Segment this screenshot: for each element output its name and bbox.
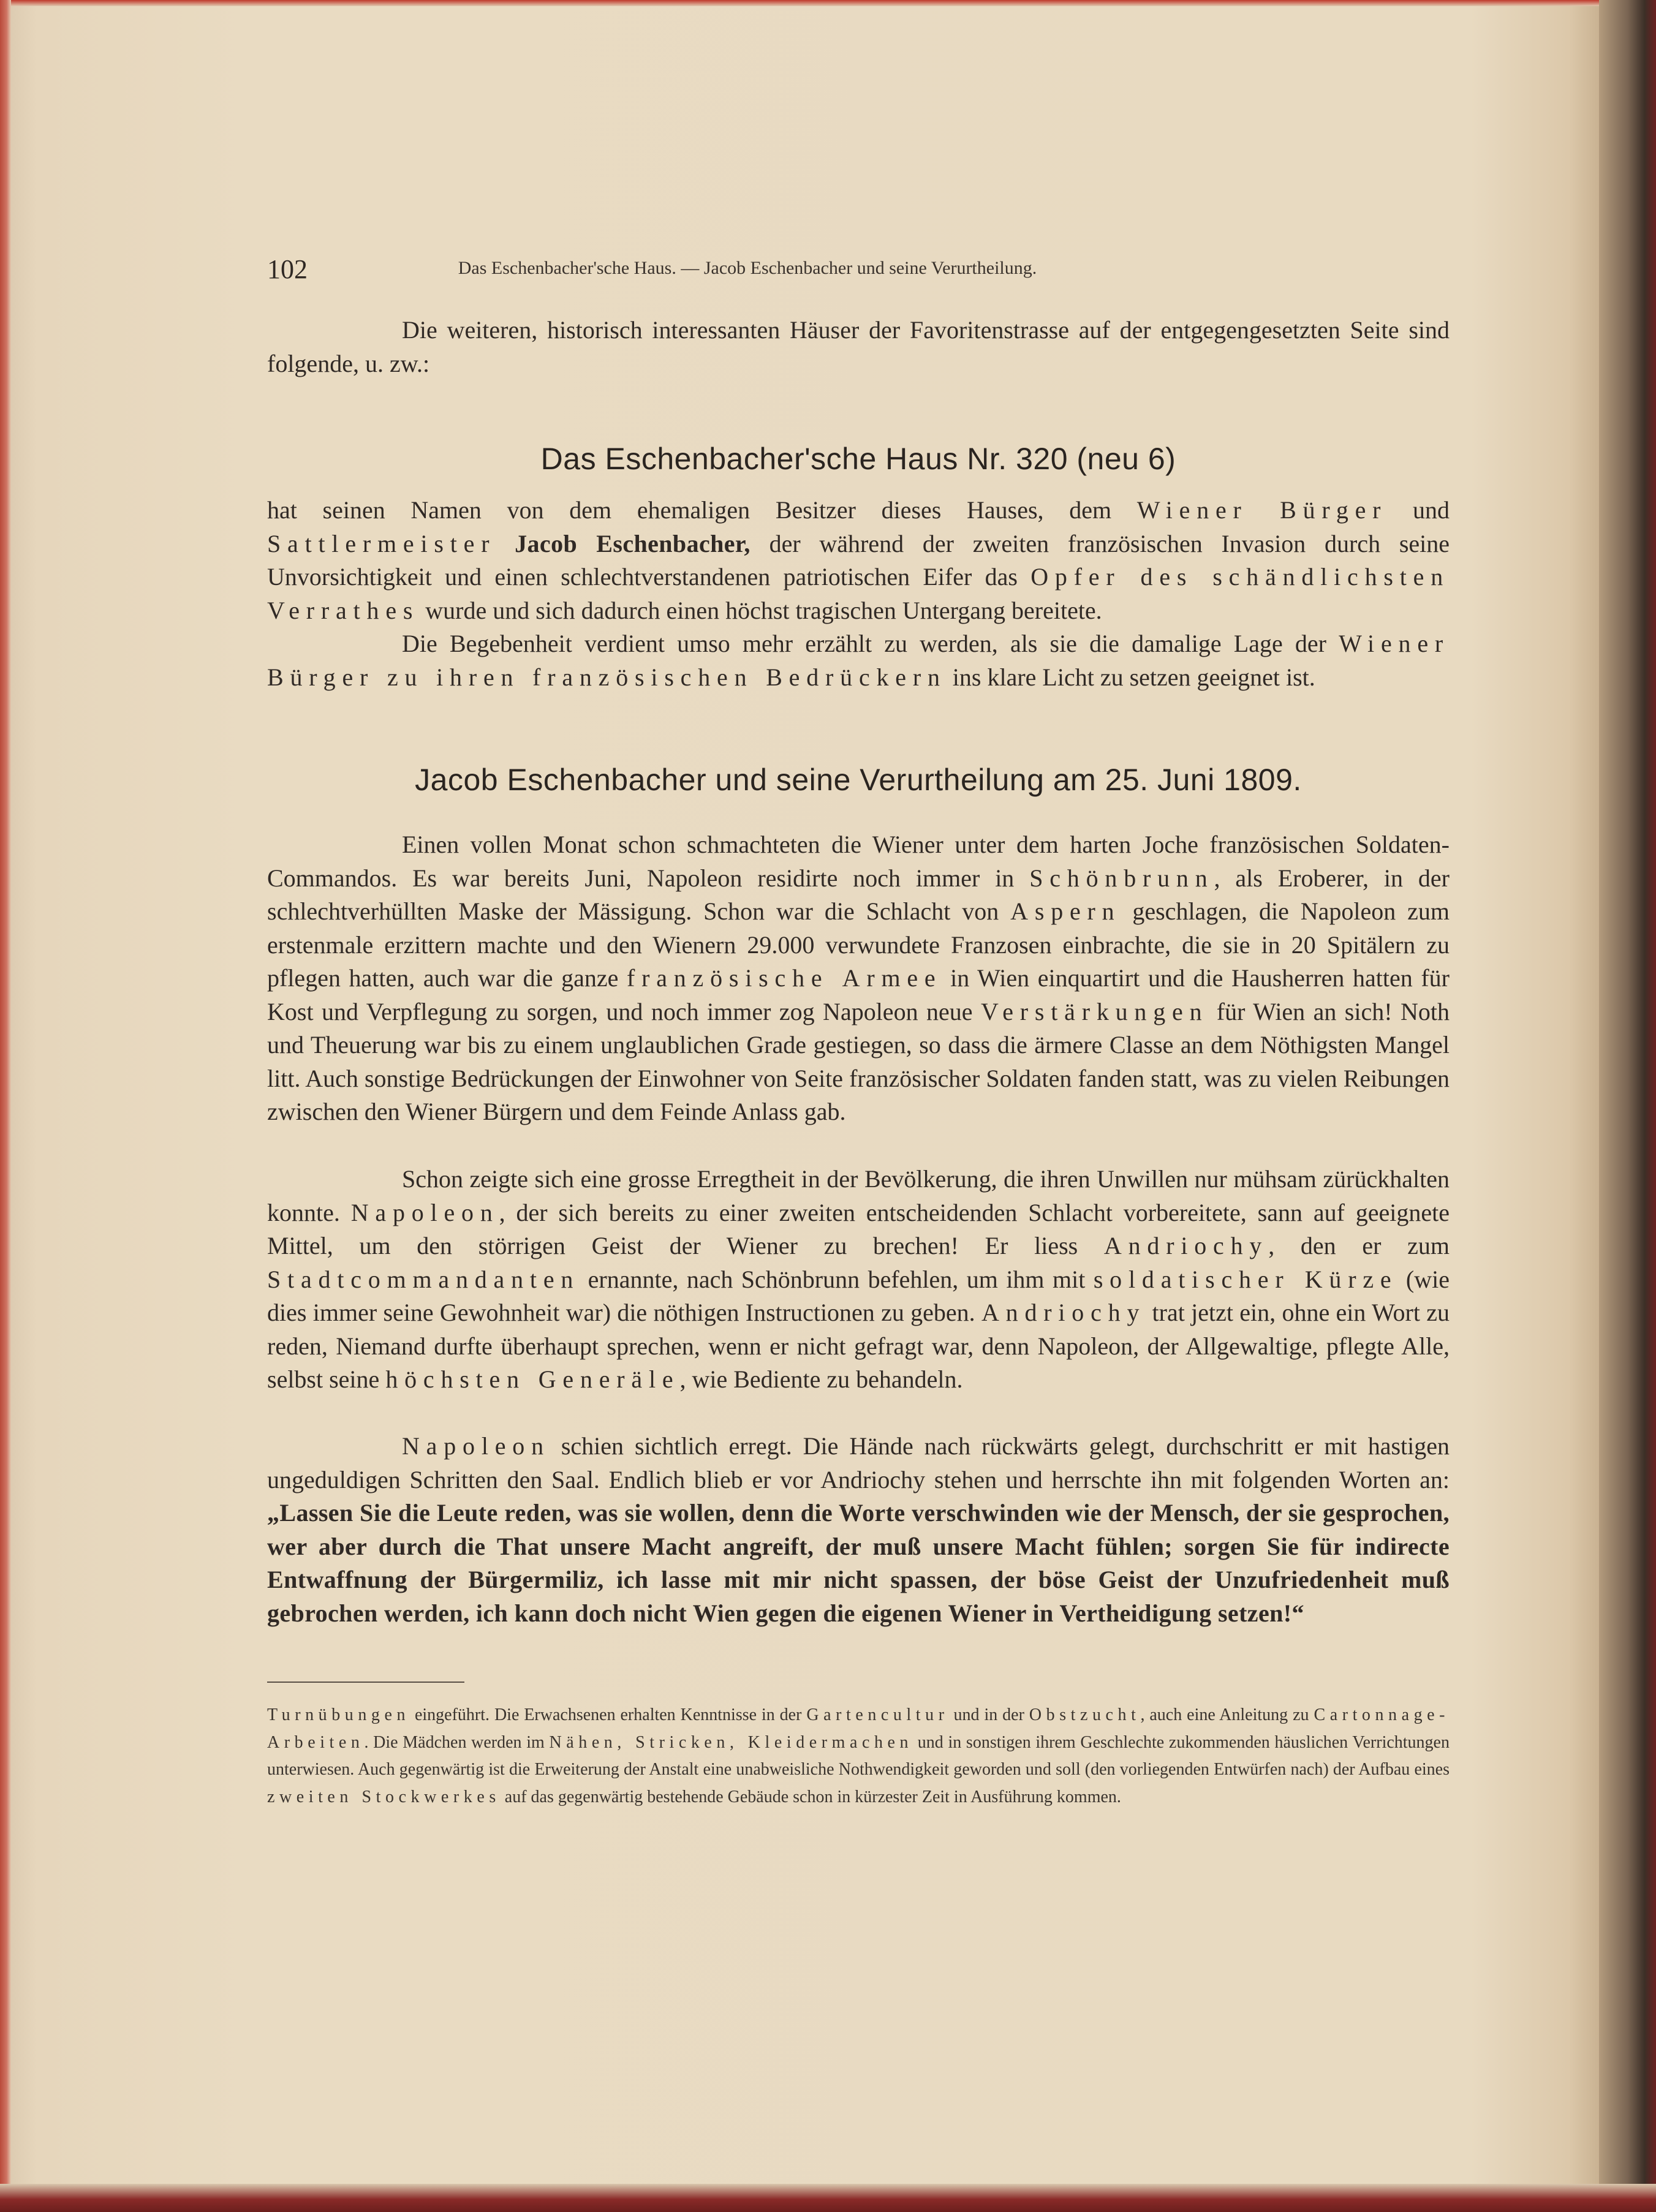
section2-paragraph-1: Einen vollen Monat schon schmachteten die Wiener unter dem harten Joche französischen Soldaten-Commandos. Es war bereits Juni, Napoleon residirte noch immer in Schönbrunn, als Eroberer, in der schlechtverhüllten Maske der Mässigung. Schon war die Schlacht von Aspern geschlagen, die Napoleon zum erstenmale erzittern machte und den Wienern 29.000 verwundete Franzosen einbrachte, die sie in 20 Spitälern zu pflegen hatten, auch war die ganze französische Armee in Wien einquartirt und die Hausherren hatten für Kost und Verpflegung zu sorgen, und noch immer zog Napoleon neue Verstärkungen für Wien an sich! Noth und Theuerung war bis zu einem unglaublichen Grade gestiegen, so dass die ärmere Classe an dem Nöthigsten Mangel litt. Auch sonstige Bedrückungen der Einwohner von Seite französischer Soldaten fanden statt, was zu vielen Reibungen zwischen den Wiener Bürgern und dem Feinde Anlass gab.	[267, 831, 1450, 1125]
section-heading-verurtheilung: Jacob Eschenbacher und seine Verurtheilung am 25. Juni 1809.	[415, 763, 1302, 797]
fraktur-quote: „Lassen Sie die Leute reden, was sie wollen, denn die Worte verschwinden wie der Mensch, der sie gesprochen, wer aber durch die That unsere Macht angreift, der muß unsere Macht fühlen; sorgen Sie für indirecte Entwaffnung der Bürgermiliz, ich lasse mit mir nicht spassen, der böse Geist der Unzufriedenheit muß gebrochen werden, ich kann doch nicht Wien gegen die eigenen Wiener in Vertheidigung setzen!“	[267, 1499, 1450, 1627]
section2-paragraph-2: Schon zeigte sich eine grosse Erregtheit in der Bevölkerung, die ihren Unwillen nur mühsam zürückhalten konnte. Napoleon, der sich bereits zu einer zweiten entscheidenden Schlacht vorbereitete, sann auf geeignete Mittel, um den störrigen Geist der Wiener zu brechen! Er liess Andriochy, den er zum Stadtcommandanten ernannte, nach Schönbrunn befehlen, um ihm mit soldatischer Kürze (wie dies immer seine Gewohnheit war) die nöthigen Instructionen zu geben. Andriochy trat jetzt ein, ohne ein Wort zu reden, Niemand durfte überhaupt sprechen, wenn er nicht gefragt war, denn Napoleon, der Allgewaltige, pflegte Alle, selbst seine höchsten Generäle, wie Bediente zu behandeln.	[267, 1165, 1450, 1393]
bottom-binding-edge	[0, 2184, 1656, 2212]
section1-paragraph-2: Die Begebenheit verdient umso mehr erzählt zu werden, als sie die damalige Lage der Wiener Bürger zu ihren französischen Bedrückern ins klare Licht zu setzen geeignet ist.	[267, 630, 1450, 691]
running-head: Das Eschenbacher'sche Haus. — Jacob Eschenbacher und seine Verurtheilung.	[458, 258, 1037, 278]
footnote-rule	[267, 1682, 464, 1683]
top-binding-edge	[0, 0, 1656, 6]
fraktur-name: Jacob Eschenbacher,	[515, 529, 750, 557]
right-page-edge	[1599, 0, 1656, 2212]
page-number: 102	[267, 254, 308, 284]
intro-paragraph: Die weiteren, historisch interessanten Häuser der Favoritenstrasse auf der entgegengesetzten Seite sind folgende, u. zw.:	[267, 316, 1450, 377]
footnote: Turnübungen eingeführt. Die Erwachsenen erhalten Kenntnisse in der Gartencultur und in der Obstzucht, auch eine Anleitung zu Cartonnage-Arbeiten. Die Mädchen werden im Nähen, Stricken, Kleidermachen und in sonstigen ihrem Geschlechte zukommenden häuslichen Verrichtungen unterwiesen. Auch gegenwärtig ist die Erweiterung der Anstalt eine unabweisliche Nothwendigkeit geworden und soll (den vorliegenden Entwürfen nach) der Aufbau eines zweiten Stockwerkes auf das gegenwärtig bestehende Gebäude schon in kürzester Zeit in Ausführung kommen.	[267, 1705, 1450, 1806]
section2-paragraph-3: Napoleon schien sichtlich erregt. Die Hände nach rückwärts gelegt, durchschritt er mit hastigen ungeduldigen Schritten den Saal. Endlich blieb er vor Andriochy stehen und herrschte ihn mit folgenden Worten an: „Lassen Sie die Leute reden, was sie wollen, denn die Worte verschwinden wie der Mensch, der sie gesprochen, wer aber durch die That unsere Macht angreift, der muß unsere Macht fühlen; sorgen Sie für indirecte Entwaffnung der Bürgermiliz, ich lasse mit mir nicht spassen, der böse Geist der Unzufriedenheit muß gebrochen werden, ich kann doch nicht Wien gegen die eigenen Wiener in Vertheidigung setzen!“	[267, 1432, 1450, 1627]
section1-paragraph-1: hat seinen Namen von dem ehemaligen Besitzer dieses Hauses, dem Wiener Bürger und Sattlermeister Jacob Eschenbacher, der während der zweiten französischen Invasion durch seine Unvorsichtigkeit und einen schlechtverstandenen patriotischen Eifer das Opfer des schändlichsten Verrathes wurde und sich dadurch einen höchst tragischen Untergang bereitete.	[267, 496, 1450, 624]
section-heading-eschenbacher-haus: Das Eschenbacher'sche Haus Nr. 320 (neu 6)	[540, 442, 1176, 476]
left-binding-edge	[0, 0, 11, 2212]
